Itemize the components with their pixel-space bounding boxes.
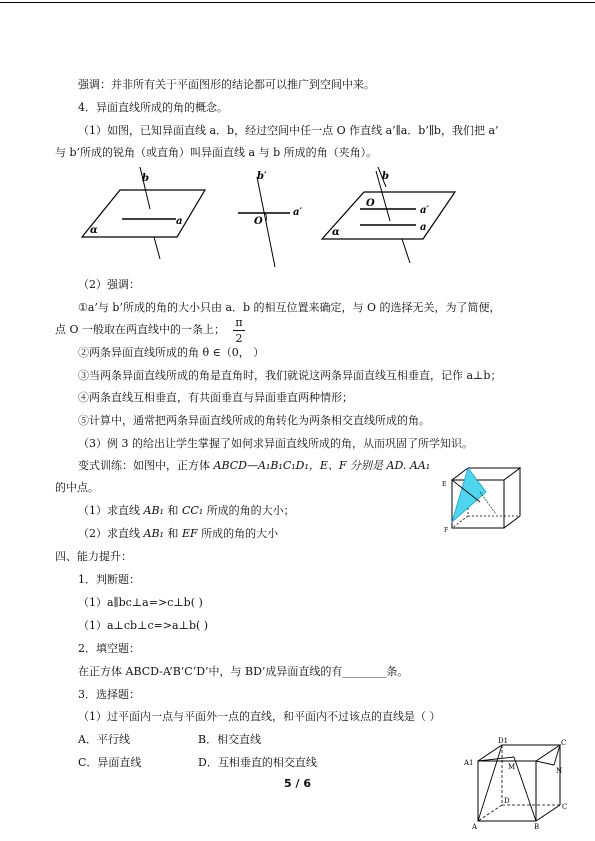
emphasis-2-item-5: ⑤计算中，通常把两条异面直线所成的角转化为两条相交直线所成的角。 [78,414,430,427]
variant-training-line-2: 的中点。 [55,481,99,494]
figure-translated-lines-plane [320,167,460,267]
label-c: C [562,803,568,811]
judge-item-1: （1）a∥bc⊥a=>c⊥b( ) [78,596,203,609]
figure-skew-lines-plane [80,167,220,262]
label-b: b [142,173,149,184]
label-a: a [176,216,183,227]
fraction-denominator: 2 [235,332,243,345]
label-a: a [420,222,427,233]
option-d: D．互相垂直的相交直线 [198,756,317,769]
label-d: D [504,797,510,805]
variant-training-line [78,459,430,473]
figure-small-cube [440,462,525,534]
option-c: C．异面直线 [78,756,142,769]
figure-intersecting-lines [235,167,315,272]
section-four-title: 四、能力提升： [55,550,132,563]
label-n: N [556,767,563,775]
variant-points: ，E、F 分别是 AD. AA₁ [308,459,431,472]
label-a-prime: a′ [293,207,303,218]
definition-line-1: （1）如图，已知异面直线 a．b，经过空间中任一点 O 作直线 a’∥a．b’∥b，我们把 a’ [78,124,499,137]
variant-label: 变式训练：如图中，正方体 [78,459,214,472]
label-c1: C [561,739,567,747]
emphasis-2-title: （2）强调： [78,278,140,291]
label-a-prime: a′ [420,205,430,216]
judge-title: 1．判断题： [78,573,140,586]
section-4-title: 4．异面直线所成的角的概念。 [78,101,228,114]
fraction-numerator: π [235,316,243,329]
label-alpha: α [90,225,98,236]
emphasis-2-item-3: ③当两条异面直线所成的角是直角时，我们就说这两条异面直线互相垂直，记作 a⊥b； [78,369,502,382]
fill-question: 在正方体 ABCD-A’B’C’D’中，与 BD’成异面直线的有________条。 [78,665,409,678]
label-a1: A1 [464,759,474,767]
fraction-pi-over-2 [231,316,247,345]
label-e: E [442,481,447,488]
page-number: 5 / 6 [284,777,311,790]
label-b: B [534,823,540,831]
option-b: B．相交直线 [198,733,262,746]
label-alpha: α [332,227,340,238]
header-rule [0,2,595,3]
label-b-prime: b′ [257,171,267,182]
label-m: M [508,763,516,771]
example-3-note: （3）例 3 的给出让学生掌握了如何求异面直线所成的角，从而巩固了所学知识。 [78,437,473,450]
emphasis-2-item-2: ②两条异面直线所成的角 θ ∈（0， ） [78,346,265,359]
question-2: （2）求直线 AB₁ 和 EF 所成的角的大小 [78,527,279,540]
question-1: （1）求直线 AB₁ 和 CC₁ 所成的角的大小； [78,504,295,517]
label-o: O [366,198,375,209]
plane-outline [82,190,205,237]
label-f: F [444,527,449,534]
variant-cube-name: ABCD—A₁B₁C₁D₁ [213,459,309,472]
label-d1: D1 [498,737,509,745]
emphasis-intro: 强调：并非所有关于平面图形的结论都可以推广到空间中来。 [78,78,375,91]
fill-title: 2．填空题： [78,642,140,655]
option-a: A．平行线 [78,733,130,746]
label-o: O [254,216,263,227]
label-a: A [472,823,478,831]
emphasis-2-item-1: ①a’与 b’所成的角的大小只由 a．b 的相互位置来确定，与 O 的选择无关，为了简便， [78,301,501,314]
judge-item-2: （1）a⊥cb⊥c=>a⊥b( ) [78,619,209,632]
choice-question: （1）过平面内一点与平面外一点的直线，和平面内不过该点的直线是（ ） [78,710,441,723]
emphasis-2-item-1-cont: 点 O 一般取在两直线中的一条上； [55,323,226,336]
definition-line-2: 与 b’所成的锐角（或直角）叫异面直线 a 与 b 所成的角（夹角）。 [55,146,378,159]
emphasis-2-item-4: ④两条直线互相垂直，有共面垂直与异面垂直两种情形； [78,391,353,404]
fraction-bar [233,330,245,331]
choice-title: 3．选择题： [78,688,140,701]
label-b: b [382,171,389,182]
